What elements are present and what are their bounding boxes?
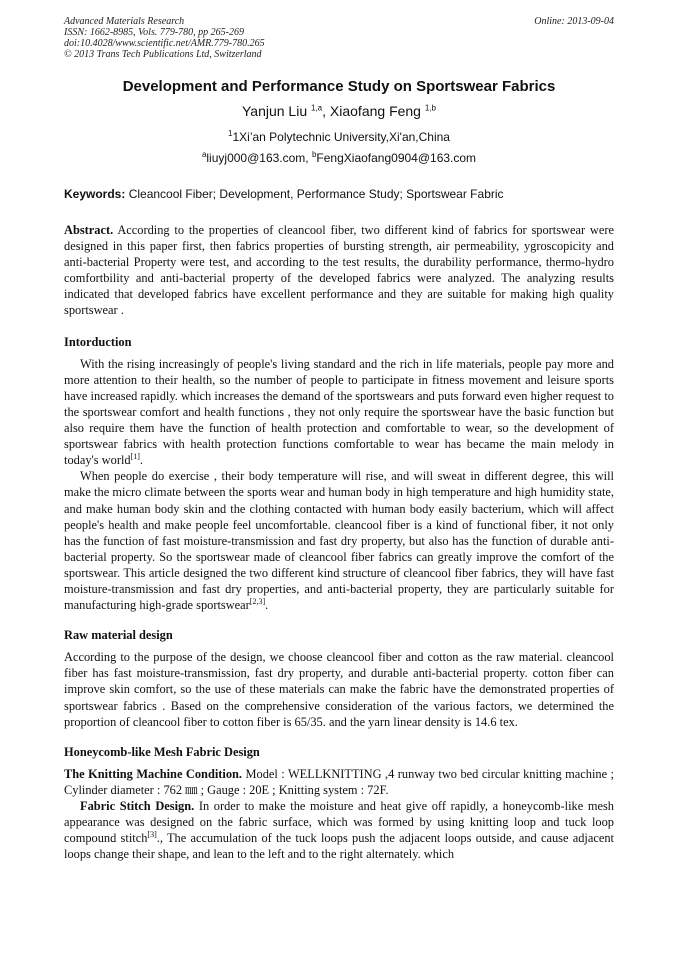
knitting-machine-paragraph: The Knitting Machine Condition. Model : WELLKNITTING ,4 runway two bed circular knitting machine ; Cylinder diameter : 762 ㎜ ; Gauge : 20E ; Knitting system : 72F. (64, 766, 614, 797)
keywords-label: Keywords: (64, 187, 126, 201)
copyright-line: © 2013 Trans Tech Publications Ltd, Switzerland (64, 49, 262, 60)
keywords (64, 186, 614, 202)
citation-1[interactable]: [1] (130, 452, 140, 462)
affiliation-mark: 1 (228, 129, 233, 138)
introduction-paragraph-2: When people do exercise , their body temperature will rise, and will sweat in different degree, this will make the micro climate between the sports wear and human body in high temperature and high humidity state, and make human body skin and the clothing contacted with human body easily bacterium, which will affect people's health and make people feel uncomfortable. cleancool fiber is a kind of functional fiber, it not only has the function of fast moisture-transmission and fast dry property, but also has the function of durable anti-bacterial property. So the sportswear made of cleancool fiber fabrics can greatly improve the comfort of the sportswear. This article designed the two different kind structure of cleancool fiber fabrics, they will have fast moisture-transmission and fast dry properties, and anti-bacterial property, they are particularly suitable for manufacturing high-grade sportswear[2,3]. (64, 469, 614, 613)
email-line (64, 150, 614, 166)
abstract (64, 222, 614, 319)
email-b-mark: b (311, 150, 317, 159)
email-b[interactable]: FengXiaofang0904@163.com (316, 151, 477, 165)
author-1-name: Yanjun Liu (241, 103, 311, 119)
journal-name: Advanced Materials Research (64, 16, 185, 27)
email-a[interactable]: liuyj000@163.com, (206, 151, 312, 165)
knitting-machine-label: The Knitting Machine Condition. (64, 766, 243, 781)
stitch-design-label: Fabric Stitch Design. (80, 799, 195, 813)
citation-2-3[interactable]: [2,3] (249, 596, 266, 606)
abstract-label: Abstract. (64, 223, 114, 237)
introduction-heading: Intorduction (64, 334, 132, 349)
issn-line: ISSN: 1662-8985, Vols. 779-780, pp 265-269 (64, 27, 244, 38)
abstract-text: According to the properties of cleancool fiber, two different kind of fabrics for sportswear were designed in this paper first, then fabrics properties of bursting strength, air permeability, ygroscopicity and anti-bacterial Property were test, and according to the test results, the durability performance, thermo-hydro comfortbility and anti-bacterial property of the developed fabrics were analyzed. The analyzing results indicated that developed fabrics have excellent performance and they are suitable for making high quality sportswear . (64, 223, 614, 318)
affiliation-text: 1Xi’an Polytechnic University,Xi'an,China (232, 130, 450, 144)
doi-line[interactable]: doi:10.4028/www.scientific.net/AMR.779-780.265 (64, 38, 265, 49)
email-a-mark: a (201, 150, 207, 159)
introduction-paragraph-1: With the rising increasingly of people's living standard and the rich in life materials, people pay more and more attention to their health, so the number of people to participate in fitness movement and leisure sports have increased rapidly. which increases the demand of the sportswears and puts forward even higher request to the sportswear comfort and health functions , they not only require the sportswear have the basic function but also require them have the function of health protection and comfortable to wear, so the development of sportswear fabrics with health protection functions comfortable to wear has became the main melody in today's world[1]. (64, 356, 614, 468)
citation-3[interactable]: [3] (147, 830, 157, 840)
honeycomb-heading: Honeycomb-like Mesh Fabric Design (64, 744, 260, 759)
author-line (64, 102, 614, 120)
raw-material-heading: Raw material design (64, 628, 173, 643)
stitch-design-paragraph: Fabric Stitch Design. In order to make the moisture and heat give off rapidly, a honeycomb-like mesh appearance was designed on the fabric surface, which was formed by using knitting loop and tuck loop compound stitch[3]., The accumulation of the tuck loops push the adjacent loops outside, and cause adjacent loops change their shape, and lean to the left and to the right alternately. which (64, 799, 614, 862)
author-2-affil-mark: 1,b (424, 103, 436, 113)
paper-title: Development and Performance Study on Sportswear Fabrics (122, 78, 556, 95)
affiliation-line (64, 129, 614, 145)
author-1-affil-mark: 1,a (311, 103, 323, 113)
keywords-text: Cleancool Fiber; Development, Performance Study; Sportswear Fabric (125, 187, 504, 201)
raw-material-paragraph: According to the purpose of the design, we choose cleancool fiber and cotton as the raw material. cleancool fiber has fast moisture-transmission, fast dry property, and durable anti-bacterial property. cotton fiber can improve skin comfort, so the use of these materials can make the fabric have the demonstrated properties of sportswear fabrics . Based on the comprehensive consideration of the various factors, we determined the proportion of cleancool fiber to cotton fiber is 65/35. and the yarn linear density is 14.6 tex. (64, 650, 614, 729)
online-date: Online: 2013-09-04 (534, 16, 614, 27)
author-2-name: , Xiaofang Feng (322, 103, 425, 119)
paper-body (64, 222, 614, 862)
journal-header (64, 16, 265, 60)
